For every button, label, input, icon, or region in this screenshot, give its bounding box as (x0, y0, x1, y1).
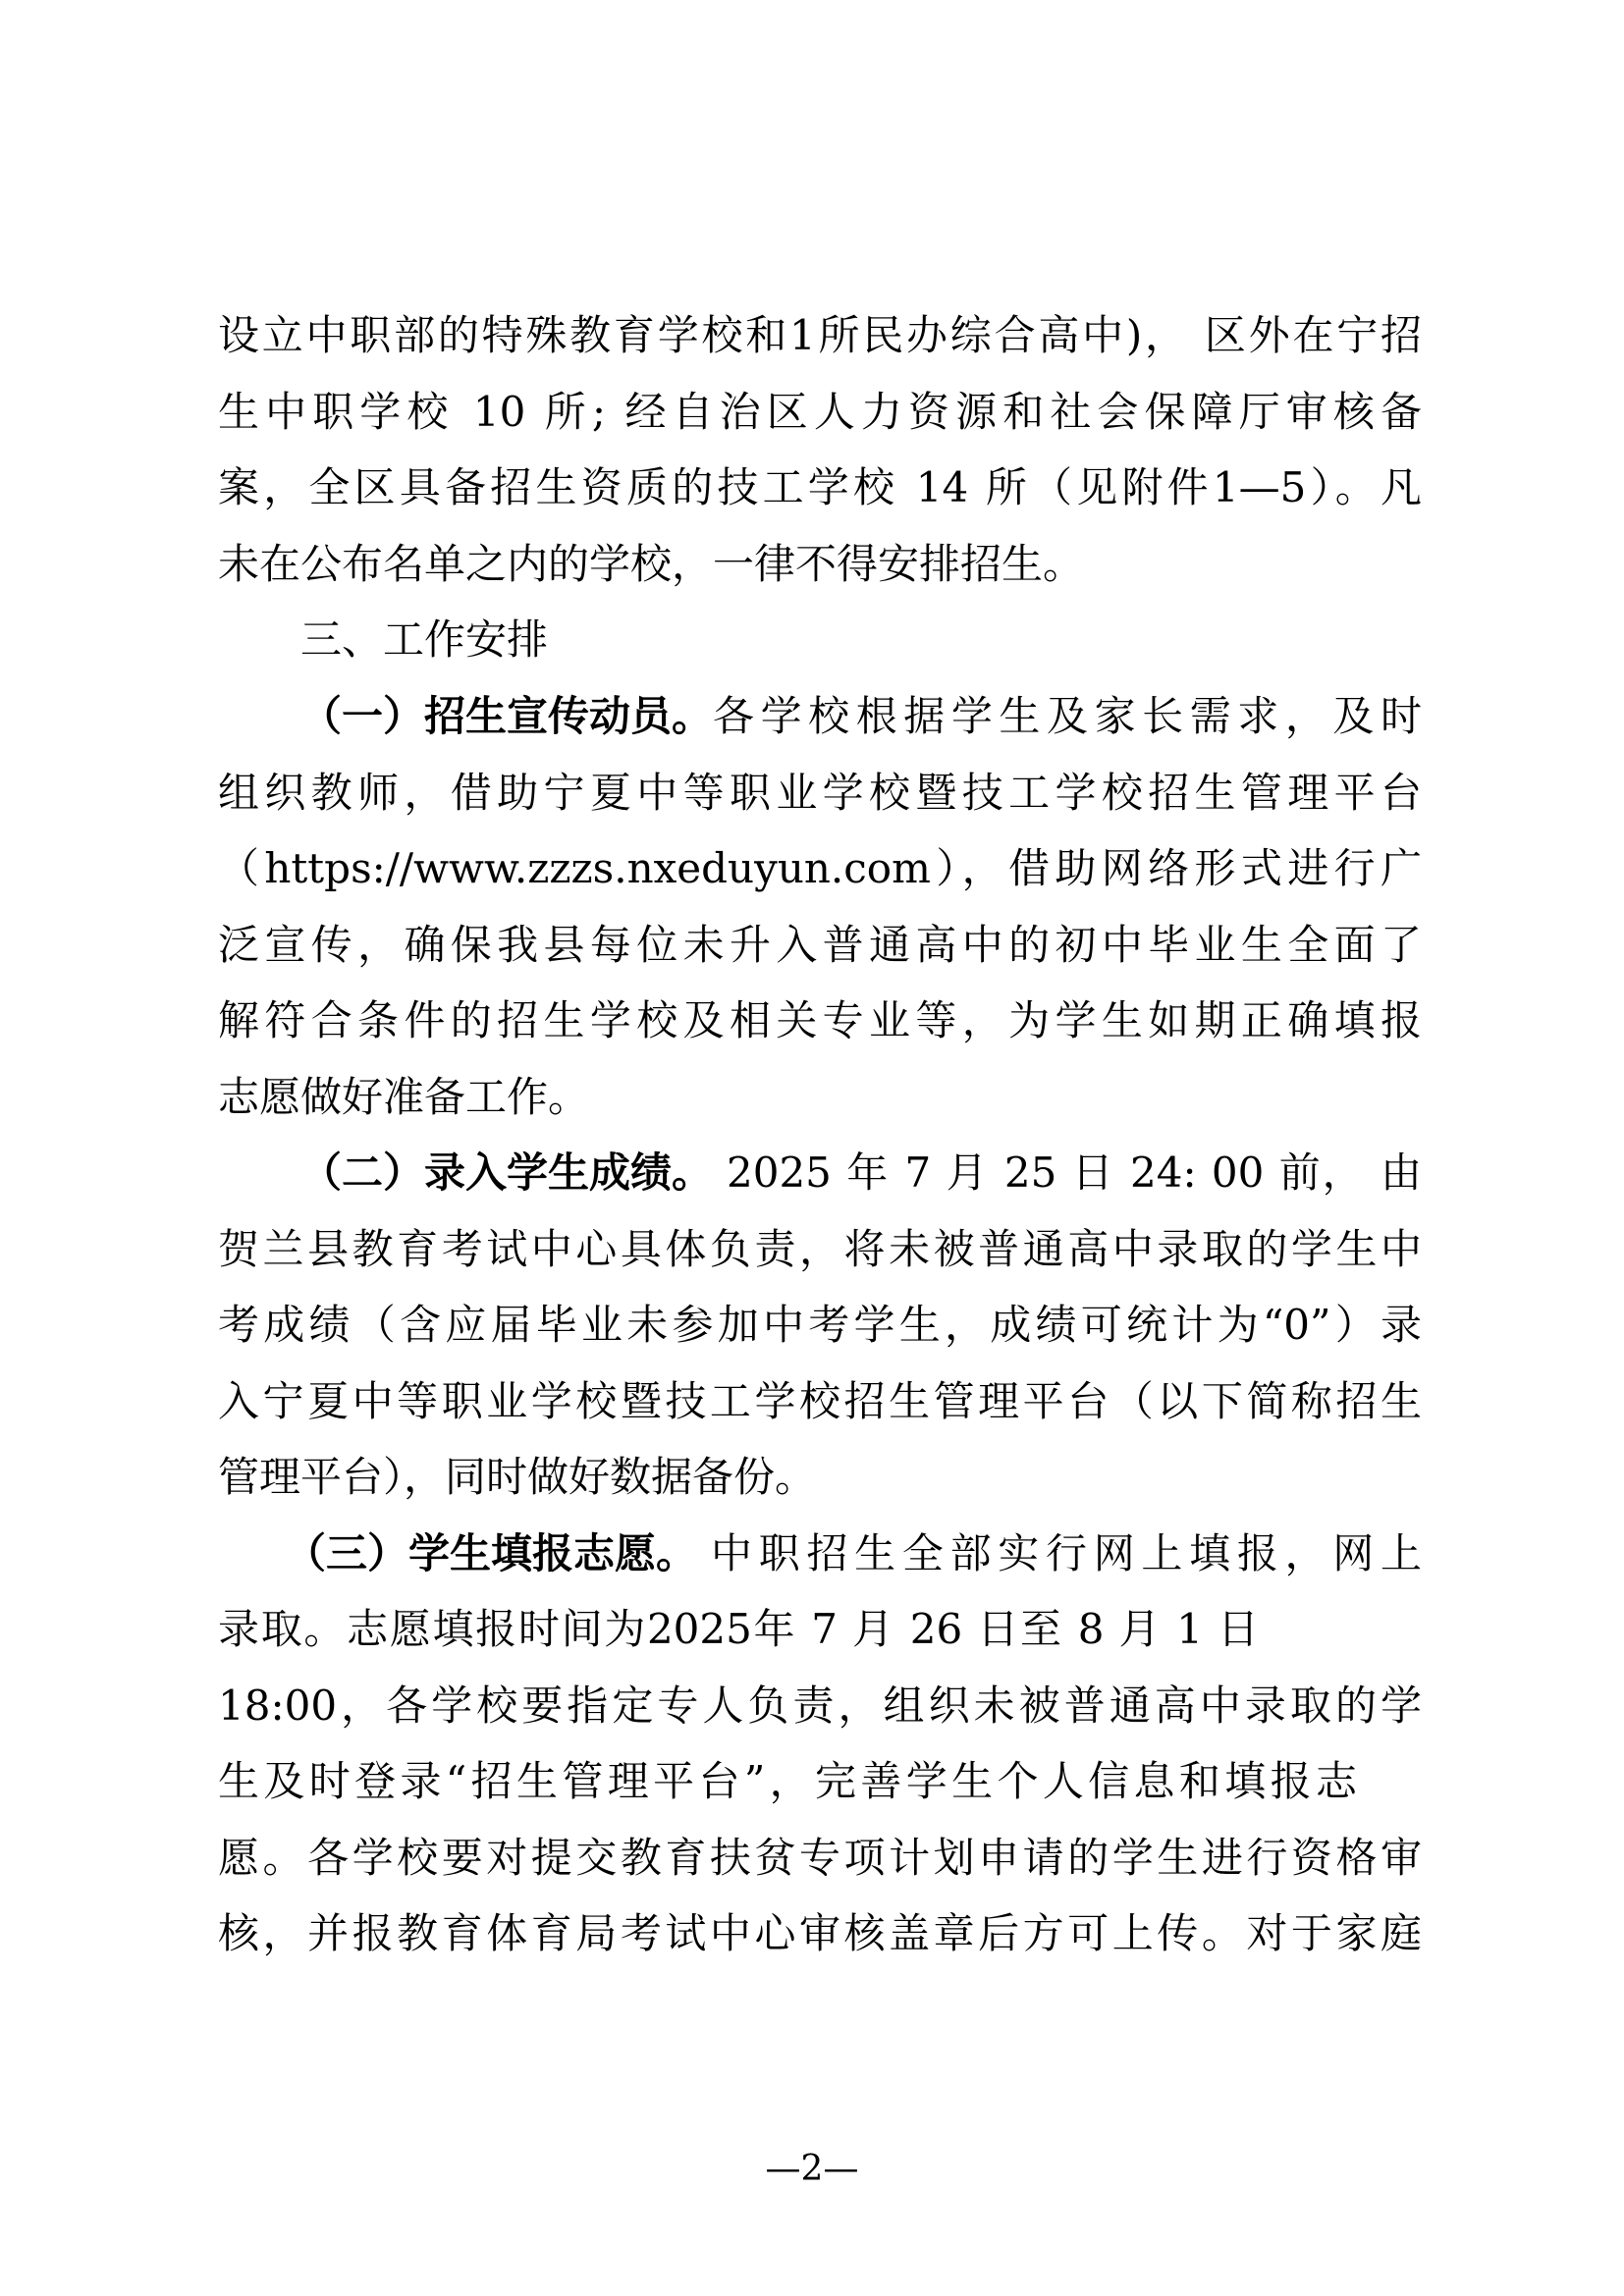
item1-text: 各学校根据学生及家长需求，及时 (713, 692, 1422, 740)
item3-first-line (285, 1524, 1422, 1583)
item2-title: （二）录入学生成绩。 (300, 1148, 714, 1197)
item3-title: （三）学生填报志愿。 (285, 1529, 698, 1577)
item2-text: 2025 年 7 月 25 日 24: 00 前， 由 (727, 1148, 1422, 1197)
paragraph-line: 志愿做好准备工作。 (218, 1073, 590, 1121)
paragraph-line: （https://www.zzzs.nxeduyun.com），借助网络形式进行广 (218, 844, 1422, 892)
paragraph-line: 愿。各学校要对提交教育扶贫专项计划申请的学生进行资格审 (218, 1834, 1422, 1882)
item1-first-line (300, 687, 1422, 746)
paragraph-line: 18:00，各学校要指定专人负责，组织未被普通高中录取的学 (218, 1682, 1422, 1730)
paragraph-line: 核，并报教育体育局考试中心审核盖章后方可上传。对于家庭 (218, 1909, 1422, 1957)
paragraph-line: 设立中职部的特殊教育学校和1所民办综合高中)， 区外在宁招 (218, 311, 1422, 359)
paragraph-line: 泛宣传，确保我县每位未升入普通高中的初中毕业生全面了 (218, 921, 1422, 969)
item2-first-line (300, 1144, 1422, 1202)
page-number: —2— (765, 2149, 859, 2189)
paragraph-line: 管理平台），同时做好数据备份。 (218, 1453, 817, 1501)
section-heading: 三、工作安排 (300, 615, 549, 664)
paragraph-line: 生及时登录“招生管理平台”，完善学生个人信息和填报志 (218, 1757, 1357, 1805)
paragraph-line: 组织教师，借助宁夏中等职业学校暨技工学校招生管理平台 (218, 769, 1422, 817)
paragraph-line: 入宁夏中等职业学校暨技工学校招生管理平台（以下简称招生 (218, 1377, 1422, 1425)
paragraph-line: 贺兰县教育考试中心具体负责，将未被普通高中录取的学生中 (218, 1225, 1422, 1273)
paragraph-line: 解符合条件的招生学校及相关专业等，为学生如期正确填报 (218, 996, 1422, 1044)
paragraph-line: 录取。志愿填报时间为2025年 7 月 26 日至 8 月 1 日 (218, 1605, 1259, 1653)
item3-text: 中职招生全部实行网上填报，网上 (711, 1529, 1422, 1577)
paragraph-line: 案，全区具备招生资质的技工学校 14 所（见附件1—5）。凡 (218, 463, 1422, 511)
paragraph-line: 考成绩（含应届毕业未参加中考学生，成绩可统计为“0”）录 (218, 1301, 1422, 1349)
paragraph-line: 生中职学校 10 所; 经自治区人力资源和社会保障厅审核备 (218, 388, 1422, 436)
item1-title: （一）招生宣传动员。 (300, 692, 714, 740)
paragraph-line: 未在公布名单之内的学校，一律不得安排招生。 (218, 540, 1085, 588)
